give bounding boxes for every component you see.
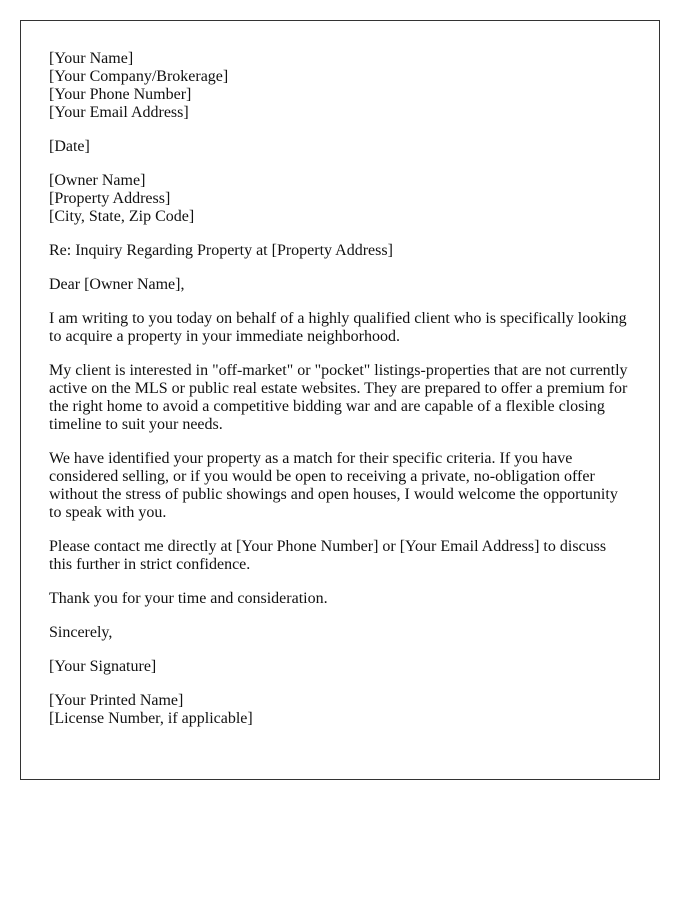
recipient-city-state-zip: [City, State, Zip Code] [49,208,195,225]
body-paragraph-match: We have identified your property as a match for their specific criteria. If you have considered selling, or if you would be open to receiving a private, no-obligation offer without the stress of public showings and open houses, I would welcome the opportunity to speak with you. [49,450,618,521]
printed-name: [Your Printed Name] [49,692,184,709]
sender-name: [Your Name] [49,50,134,67]
body-paragraph-contact: Please contact me directly at [Your Phone Number] or [Your Email Address] to discuss this further in strict confidence. [49,538,607,573]
letter-date: [Date] [49,138,90,155]
salutation: Dear [Owner Name], [49,276,185,293]
signoff-block [49,692,631,728]
letter-page [20,20,660,780]
sender-company: [Your Company/Brokerage] [49,68,229,85]
license-number: [License Number, if applicable] [49,710,253,727]
recipient-block [49,172,631,226]
sender-block [49,50,631,122]
subject-line: Re: Inquiry Regarding Property at [Property Address] [49,242,393,259]
signature: [Your Signature] [49,658,157,675]
closing: Sincerely, [49,624,113,641]
recipient-name: [Owner Name] [49,172,146,189]
body-paragraph-intro: I am writing to you today on behalf of a highly qualified client who is specifically looking to acquire a property in your immediate neighborhood. [49,310,627,345]
date-block [49,138,631,156]
sender-phone: [Your Phone Number] [49,86,192,103]
recipient-address: [Property Address] [49,190,171,207]
body-paragraph-client-interest: My client is interested in "off-market" or "pocket" listings-properties that are not currently active on the MLS or public real estate websites. They are prepared to offer a premium for the right home to avoid a competitive bidding war and are capable of a flexible closing timeline to suit your needs. [49,362,628,433]
body-paragraph-thanks: Thank you for your time and consideration. [49,590,328,607]
sender-email: [Your Email Address] [49,104,189,121]
